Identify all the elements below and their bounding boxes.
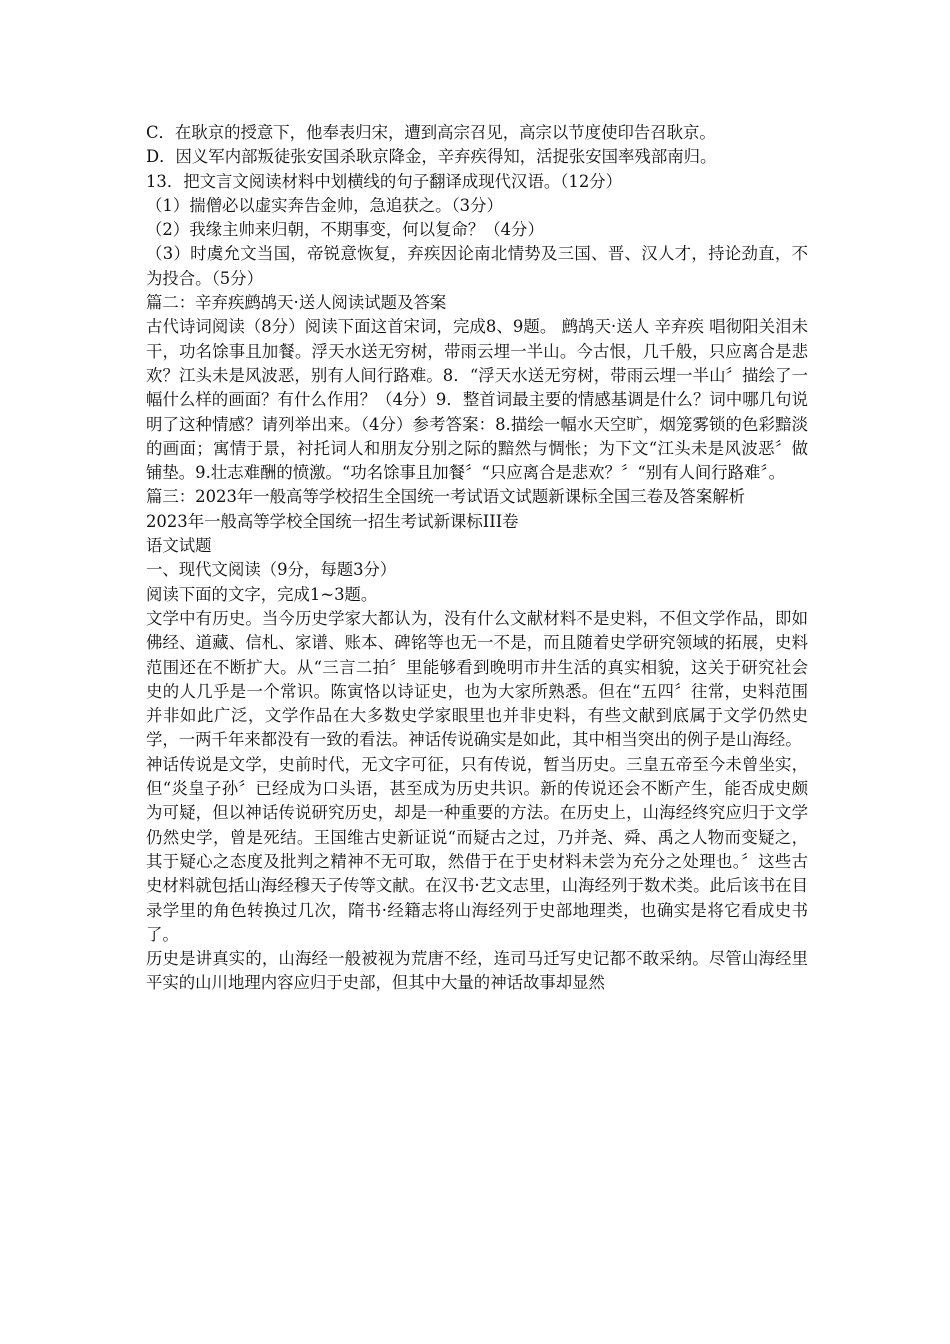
question-13-item-3: （3）时虞允文当国，帝锐意恢复，弃疾因论南北情势及三国、晋、汉人才，持论劲直，不为投合。（5分）: [146, 244, 808, 288]
exam-subject: 语文试题: [146, 536, 212, 556]
question-13: 13．把文言文阅读材料中划横线的句子翻译成现代汉语。（12分）: [146, 171, 623, 191]
section-3-heading: 篇三：2023年一般高等学校招生全国统一考试语文试题新课标全国三卷及答案解析: [146, 487, 745, 507]
reading-instruction: 阅读下面的文字，完成1~3题。: [146, 584, 378, 604]
section-2-body: 古代诗词阅读（8分）阅读下面这首宋词，完成8、9题。 鹧鸪天·送人 辛弃疾 唱彻阳关泪未干，功名馀事且加餐。浮天水送无穷树，带雨云埋一半山。今古恨，几千般，只应离合是悲欢？江头未是风波恶，别有人间行路难。8．“浮天水送无穷树，带雨云埋一半山〞描绘了一幅什么样的画面？有什么作用？（4分）9．整首词最主要的情感基调是什么？词中哪几句说明了这种情感？请列举出来。（4分）参考答案：8.描绘一幅水天空旷，烟笼雾锁的色彩黯淡的画面；寓情于景，衬托词人和朋友分别之际的黯然与惆怅；为下文“江头未是风波恶〞做铺垫。9.壮志难酬的愤激。“功名馀事且加餐〞“只应离合是悲欢？〞“别有人间行路难〞。: [146, 317, 808, 483]
question-13-item-2: （2）我缘主帅来归朝，不期事变，何以复命？（4分）: [146, 220, 544, 240]
section-2-heading: 篇二：辛弃疾鹧鸪天·送人阅读试题及答案: [146, 293, 447, 313]
option-d: D．因义军内部叛徒张安国杀耿京降金，辛弃疾得知，活捉张安国率残部南归。: [146, 147, 717, 167]
document-page: [146, 121, 808, 996]
passage-paragraph-3: 历史是讲真实的，山海经一般被视为荒唐不经，连司马迁写史记都不敢采纳。尽管山海经里平实的山川地理内容应归于史部，但其中大量的神话故事却显然: [146, 949, 808, 993]
option-c: C．在耿京的授意下，他奉表归宋，遭到高宗召见，高宗以节度使印告召耿京。: [146, 123, 716, 142]
passage-paragraph-2: 神话传说是文学，史前时代，无文字可征，只有传说，暂当历史。三皇五帝至今未曾坐实，但“炎皇子孙〞已经成为口头语，甚至成为历史共识。新的传说还会不断产生，能否成史颇为可疑，但以神话传说研究历史，却是一种重要的方法。在历史上，山海经终究应归于文学仍然史学，曾是死结。王国维古史新证说“而疑古之过，乃并尧、舜、禹之人物而变疑之，其于疑心之态度及批判之精神不无可取，然借于在于史材料未尝为充分之处理也。〞这些古史材料就包括山海经穆天子传等文献。在汉书·艺文志里，山海经列于数术类。此后该书在目录学里的角色转换过几次，隋书·经籍志将山海经列于史部地理类，也确实是将它看成史书了。: [146, 754, 808, 944]
part-1-heading: 一、现代文阅读（9分，每题3分）: [146, 560, 397, 580]
question-13-item-1: （1）揣僧必以虚实奔告金帅，急追获之。（3分）: [146, 195, 503, 215]
passage-paragraph-1: 文学中有历史。当今历史学家大都认为，没有什么文献材料不是史料，不但文学作品，即如佛经、道藏、信札、家谱、账本、碑铭等也无一不是，而且随着史学研究领域的拓展，史料范围还在不断扩大。从“三言二拍〞里能够看到晚明市井生活的真实相貌，这关于研究社会史的人几乎是一个常识。陈寅恪以诗证史，也为大家所熟悉。但在“五四〞往常，史料范围并非如此广泛，文学作品在大多数史学家眼里也并非史料，有些文献到底属于文学仍然史学，一两千年来都没有一致的看法。神话传说确实是如此，其中相当突出的例子是山海经。: [146, 608, 808, 750]
exam-title: 2023年一般高等学校全国统一招生考试新课标III卷: [146, 511, 519, 531]
